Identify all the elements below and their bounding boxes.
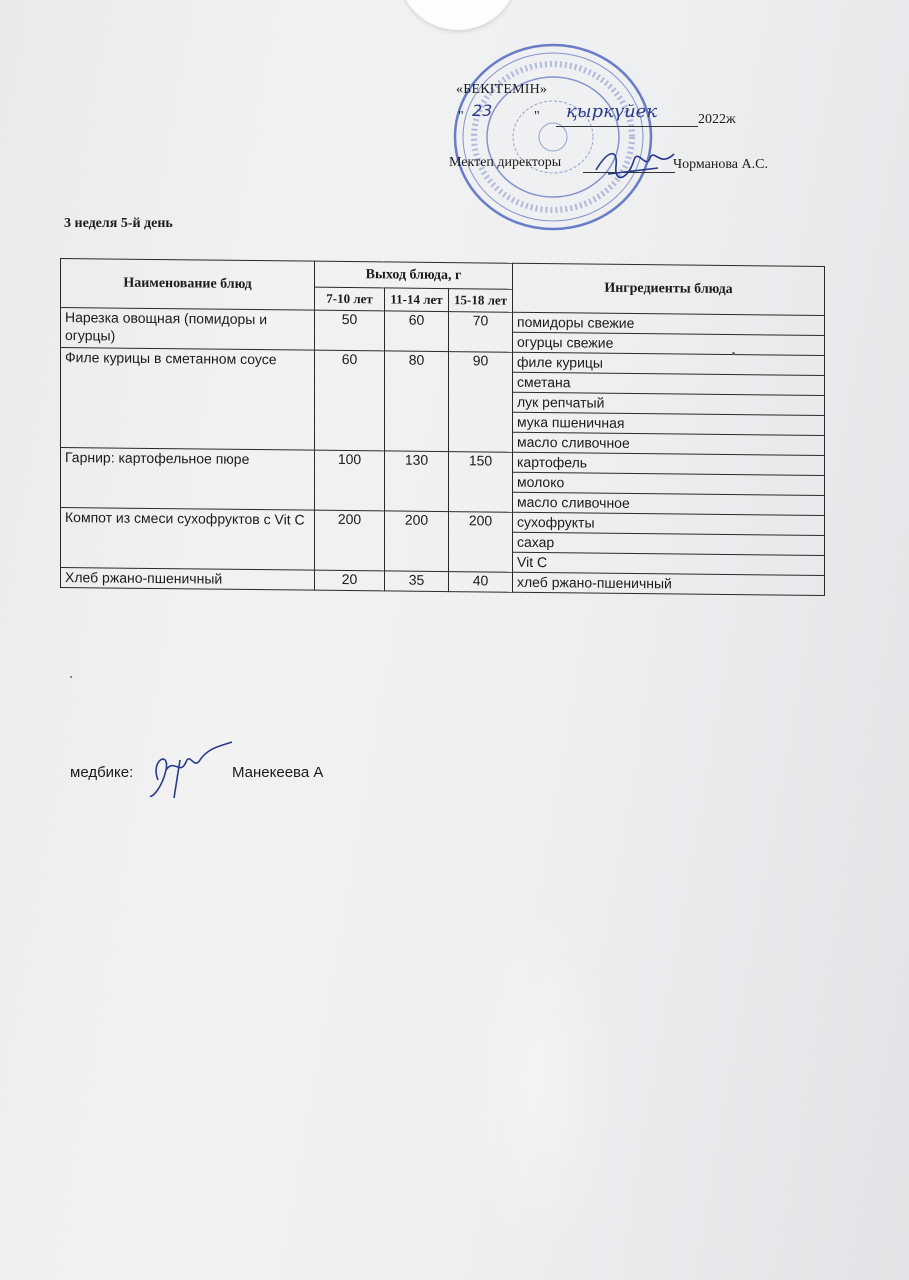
ingredient: огурцы свежие: [513, 332, 825, 355]
header-age-15-18: 15-18 лет: [449, 289, 513, 313]
light-glare: [460, 900, 620, 1260]
month-underline: [556, 126, 698, 127]
ingredient: картофель: [513, 452, 825, 475]
header-ingredients: Ингредиенты блюда: [513, 263, 825, 315]
approval-date: [458, 101, 768, 129]
ingredient: хлеб ржано-пшеничный: [513, 572, 825, 595]
dish-name: Компот из смеси сухофруктов с Vit C: [61, 508, 315, 571]
yield-11-14: 60: [385, 311, 449, 352]
approval-day: 23: [472, 101, 493, 120]
yield-15-18: 150: [449, 452, 513, 513]
director-label: Мектеп директоры: [449, 155, 562, 170]
yield-11-14: 200: [385, 511, 449, 572]
quote-open: ": [458, 109, 464, 124]
header-age-11-14: 11-14 лет: [385, 288, 449, 312]
yield-7-10: 200: [315, 510, 385, 571]
dish-name: Хлеб ржано-пшеничный: [61, 568, 315, 591]
yield-7-10: 100: [315, 450, 385, 511]
header-age-7-10: 7-10 лет: [315, 287, 385, 311]
ingredient: филе курицы: [513, 352, 825, 375]
quote-close: ": [534, 109, 540, 124]
approval-month: қыркүйек: [566, 101, 658, 122]
dish-name: Гарнир: картофельное пюре: [61, 448, 315, 511]
yield-15-18: 70: [449, 312, 513, 353]
approval-title: «БЕКІТЕМІН»: [456, 82, 548, 97]
yield-11-14: 80: [385, 351, 449, 452]
dish-name: Нарезка овощная (помидоры и огурцы): [61, 308, 315, 351]
yield-15-18: 90: [449, 352, 513, 453]
ingredient: сметана: [513, 372, 825, 395]
yield-7-10: 60: [315, 350, 385, 451]
dish-name: Филе курицы в сметанном соусе: [61, 348, 315, 451]
binder-hole: [398, 0, 518, 30]
director-signature: [588, 140, 678, 190]
school-seal-stamp: [448, 40, 658, 235]
ingredient: сахар: [513, 532, 825, 555]
yield-11-14: 130: [385, 451, 449, 512]
ingredient: Vit C: [513, 552, 825, 575]
menu-table: [60, 258, 825, 596]
yield-11-14: 35: [385, 571, 449, 592]
ingredient: помидоры свежие: [513, 312, 825, 335]
medic-name: Манекеева А: [232, 764, 324, 781]
week-day-heading: 3 неделя 5-й день: [64, 216, 173, 231]
approval-year: 2022ж: [698, 112, 736, 127]
paper-speck: [732, 352, 735, 355]
yield-15-18: 200: [449, 512, 513, 573]
ingredient: масло сливочное: [513, 492, 825, 515]
medic-label: медбике:: [70, 764, 134, 781]
ingredient: мука пшеничная: [513, 412, 825, 435]
header-yield: Выход блюда, г: [315, 261, 513, 289]
yield-7-10: 20: [315, 570, 385, 591]
paper-speck: [70, 676, 72, 678]
header-dish: Наименование блюд: [61, 259, 315, 311]
yield-15-18: 40: [449, 572, 513, 593]
ingredient: лук репчатый: [513, 392, 825, 415]
ingredient: молоко: [513, 472, 825, 495]
ingredient: сухофрукты: [513, 512, 825, 535]
ingredient: масло сливочное: [513, 432, 825, 455]
medic-signature: [140, 740, 235, 800]
director-name: Чорманова А.С.: [673, 157, 768, 172]
yield-7-10: 50: [315, 310, 385, 351]
